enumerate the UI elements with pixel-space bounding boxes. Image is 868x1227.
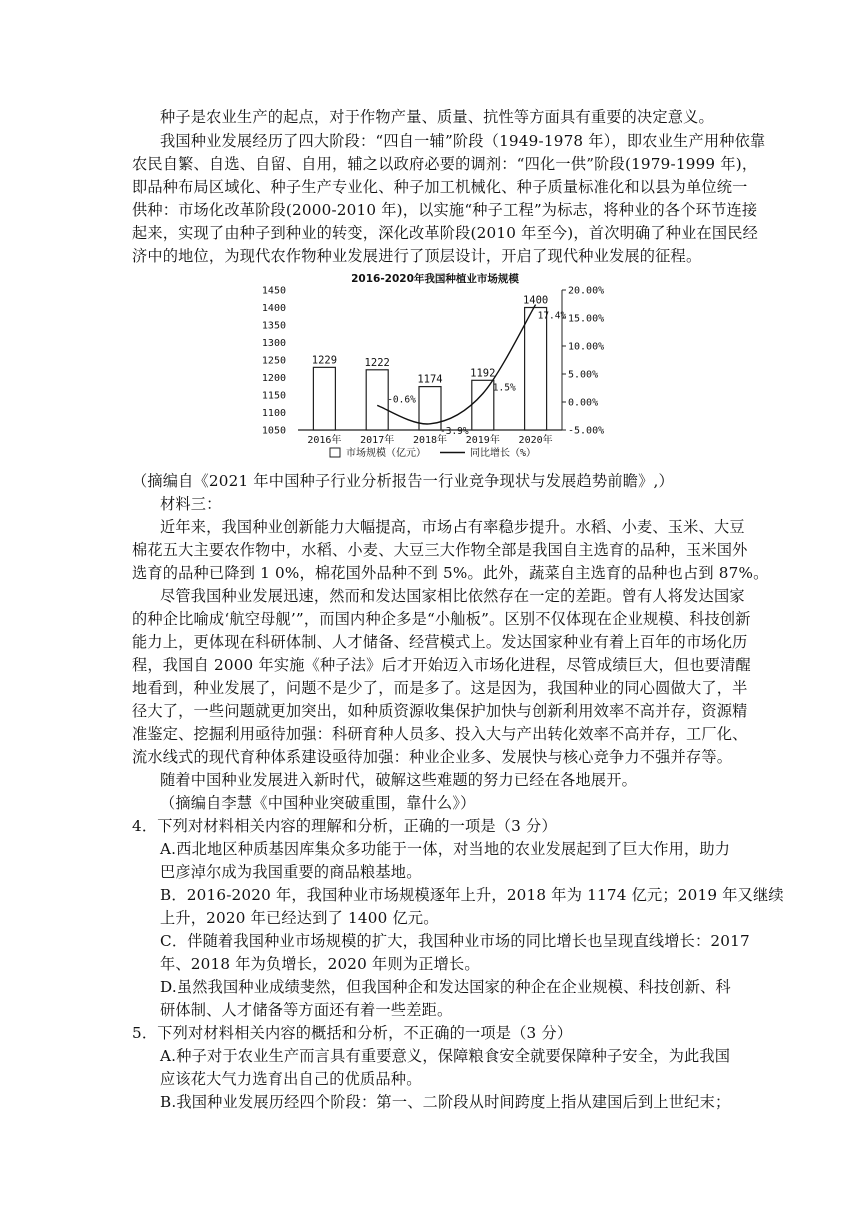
intro-paragraph-2-line-2: 农民自繁、自选、自留、自用，辅之以政府必要的调剂：“四化一供”阶段(1979-1999 年)， [132, 155, 758, 173]
market-size-bar [525, 308, 547, 431]
right-axis-tick-label: 0.00% [568, 397, 599, 409]
intro-paragraph-2-line-5: 起来，实现了由种子到种业的转变，深化改革阶段(2010 年至今)，首次明确了种业在国民经 [132, 224, 759, 242]
intro-paragraph-2-line-3: 即品种布局区域化、种子生产专业化、种子加工机械化、种子质量标准化和以县为单位统一 [132, 178, 748, 196]
growth-rate-label: 1.5% [492, 382, 516, 394]
left-axis-tick-label: 1350 [261, 320, 286, 332]
question-5-option-a-line-1: A.种子对于农业生产而言具有重要意义，保障粮食安全就要保障种子安全，为此我国 [160, 1047, 731, 1065]
legend-bar-label: 市场规模（亿元） [346, 448, 426, 459]
question-4-option-b-line-2: 上升，2020 年已经达到了 1400 亿元。 [160, 909, 439, 927]
material-3-paragraph-3: 随着中国种业发展进入新时代，破解这些难题的努力已经在各地展开。 [160, 771, 638, 789]
question-4-option-c-line-1: C．伴随着我国种业市场规模的扩大，我国种业市场的同比增长也呈现直线增长：2017 [160, 932, 750, 950]
legend-line-label: 同比增长（%） [470, 448, 537, 459]
left-axis-tick-label: 1050 [261, 425, 286, 437]
question-4-stem: 4．下列对材料相关内容的理解和分析，正确的一项是（3 分） [132, 817, 557, 835]
growth-rate-label: 17.4% [537, 310, 567, 322]
material-3-heading: 材料三： [160, 495, 222, 513]
question-4-option-b-line-1: B．2016-2020 年，我国种业市场规模逐年上升，2018 年为 1174 亿元；2019 年又继续 [160, 886, 784, 904]
left-axis-tick-label: 1300 [261, 338, 286, 349]
left-axis-tick-label: 1400 [261, 303, 286, 314]
x-axis-category-label: 2020年 [518, 435, 553, 446]
question-5-option-b-line-1: B.我国种业发展历经四个阶段：第一、二阶段从时间跨度上指从建国后到上世纪末； [160, 1093, 731, 1111]
left-axis-tick-label: 1150 [261, 390, 286, 402]
question-4-option-d-line-2: 研体制、人才储备等方面还有着一些差距。 [160, 1001, 453, 1019]
material-3-p2-line-4: 程，我国自 2000 年实施《种子法》后才开始迈入市场化进程，尽管成绩巨大，但也要清醒 [132, 656, 751, 674]
bar-value-label: 1400 [522, 294, 549, 307]
source-citation-1: （摘编自《2021 年中国种子行业分析报告一行业竞争现状与发展趋势前瞻》,） [132, 472, 674, 490]
material-3-p1-line-1: 近年来，我国种业创新能力大幅提高，市场占有率稳步提升。水稻、小麦、玉米、大豆 [160, 518, 745, 536]
question-5-option-a-line-2: 应该花大气力选育出自己的优质品种。 [160, 1070, 422, 1088]
right-axis-tick-label: -5.00% [568, 425, 605, 437]
bar-value-label: 1229 [311, 354, 338, 367]
x-axis-category-label: 2018年 [412, 435, 448, 446]
left-axis-tick-label: 1450 [261, 285, 286, 297]
intro-paragraph-2-line-1: 我国种业发展经历了四大阶段：“四自一辅”阶段（1949-1978 年），即农业生产用种依靠 [160, 132, 766, 150]
growth-rate-label: -0.6% [387, 394, 416, 406]
left-axis-tick-label: 1200 [261, 373, 286, 384]
material-3-p1-line-2: 棉花五大主要农作物中，水稻、小麦、大豆三大作物全部是我国自主选育的品种，玉米国外 [132, 541, 748, 559]
material-3-p2-line-2: 的种企比喻成‘航空母舰’”，而国内种企多是“小舢板”。区别不仅体现在企业规模、科技创新 [132, 610, 751, 628]
material-3-p2-line-7: 准鉴定、挖掘利用亟待加强：科研育种人员多、投入大与产出转化效率不高并存，工厂化、 [132, 725, 748, 743]
bar-value-label: 1174 [417, 373, 443, 386]
question-4-option-c-line-2: 年、2018 年为负增长，2020 年则为正增长。 [160, 955, 480, 973]
right-axis-tick-label: 10.00% [568, 341, 605, 353]
market-size-bar [366, 370, 388, 430]
right-axis-tick-label: 15.00% [568, 313, 605, 325]
chart-svg [250, 270, 620, 468]
right-axis-tick-label: 5.00% [568, 369, 599, 381]
question-4-option-a-line-1: A.西北地区种质基因库集众多功能于一体，对当地的农业发展起到了巨大作用，助力 [160, 840, 731, 858]
question-4-option-d-line-1: D.虽然我国种业成绩斐然，但我国种企和发达国家的种企在企业规模、科技创新、科 [160, 978, 731, 996]
bar-value-label: 1192 [470, 367, 496, 380]
intro-paragraph-2-line-6: 济中的地位，为现代农作物种业发展进行了顶层设计，开启了现代种业发展的征程。 [132, 247, 702, 265]
intro-paragraph-1: 种子是农业生产的起点，对于作物产量、质量、抗性等方面具有重要的决定意义。 [160, 108, 714, 126]
x-axis-category-label: 2019年 [465, 435, 500, 446]
market-size-bar [472, 380, 494, 430]
chart-title: 2016-2020年我国种植业市场规模 [351, 273, 519, 285]
material-3-p2-line-3: 能力上，更体现在科研体制、人才储备、经营模式上。发达国家种业有着上百年的市场化历 [132, 633, 748, 651]
intro-paragraph-2-line-4: 供种：市场化改革阶段(2000-2010 年)，以实施“种子工程”为标志，将种业的各个环节连接 [132, 201, 758, 219]
material-3-p2-line-1: 尽管我国种业发展迅速，然而和发达国家相比依然存在一定的差距。曾有人将发达国家 [160, 587, 745, 605]
material-3-p2-line-8: 流水线式的现代育种体系建设亟待加强：种业企业多、发展快与核心竞争力不强并存等。 [132, 748, 733, 766]
material-3-p2-line-6: 径大了，一些问题就更加突出，如种质资源收集保护加快与创新利用效率不高并存，资源精 [132, 702, 748, 720]
question-5-stem: 5．下列对材料相关内容的概括和分析，不正确的一项是（3 分） [132, 1024, 573, 1042]
growth-rate-line [377, 305, 535, 424]
left-axis-tick-label: 1250 [261, 355, 286, 367]
x-axis-category-label: 2017年 [360, 435, 395, 446]
legend-bar-swatch [330, 448, 340, 457]
growth-rate-label: -3.9% [440, 425, 469, 437]
x-axis-category-label: 2016年 [307, 435, 342, 446]
market-size-bar [313, 367, 335, 430]
right-axis-tick-label: 20.00% [568, 285, 605, 297]
market-size-chart [250, 270, 620, 468]
question-4-option-a-line-2: 巴彦淖尔成为我国重要的商品粮基地。 [160, 863, 422, 881]
material-3-source: （摘编自李慧《中国种业突破重围，靠什么》） [160, 794, 476, 812]
material-3-p1-line-3: 选育的品种已降到 1 0%，棉花国外品种不到 5%。此外，蔬菜自主选育的品种也占到 87%。 [132, 564, 769, 582]
left-axis-tick-label: 1100 [261, 408, 286, 419]
material-3-p2-line-5: 地看到，种业发展了，问题不是少了，而是多了。这是因为，我国种业的同心圆做大了，半 [132, 679, 748, 697]
bar-value-label: 1222 [364, 356, 390, 369]
